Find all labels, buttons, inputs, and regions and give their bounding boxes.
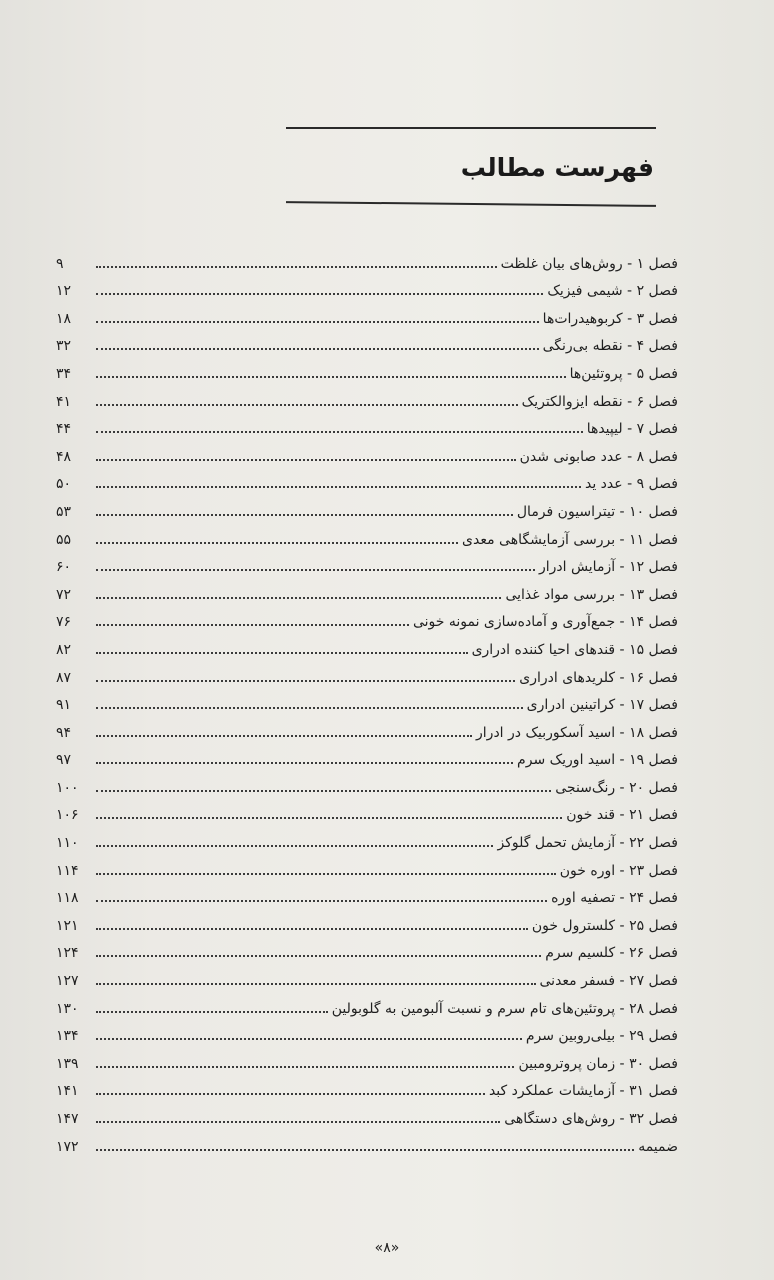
toc-entry — [56, 687, 678, 715]
toc-entry-title: فصل ۱۰ - تیتراسیون فرمال — [516, 503, 678, 520]
toc-entry — [56, 438, 678, 466]
toc-entry-title: فصل ۱ - روش‌های بیان غلظت — [500, 255, 678, 272]
table-of-contents — [56, 245, 678, 1156]
toc-entry-page: ۶۰ — [56, 559, 72, 576]
toc-entry-title: فصل ۲۶ - کلسیم سرم — [545, 945, 678, 962]
toc-entry — [56, 1045, 678, 1073]
toc-entry-title: فصل ۶ - نقطه ایزوالکتریک — [521, 393, 678, 410]
toc-entry-page: ۸۲ — [56, 641, 72, 658]
dot-leader — [96, 293, 543, 295]
dot-leader — [96, 652, 468, 654]
toc-entry — [56, 328, 678, 356]
dot-leader — [96, 459, 516, 461]
title-top-rule — [286, 127, 656, 129]
dot-leader — [96, 1093, 485, 1095]
dot-leader — [96, 624, 409, 626]
toc-entry — [56, 797, 678, 825]
toc-entry-title: فصل ۸ - عدد صابونی شدن — [519, 448, 678, 465]
toc-entry-page: ۵۳ — [56, 503, 72, 520]
dot-leader — [96, 845, 493, 847]
toc-entry-title: فصل ۷ - لیپیدها — [586, 421, 678, 438]
toc-entry — [56, 604, 678, 632]
toc-entry — [56, 907, 678, 935]
toc-entry-page: ۷۶ — [56, 614, 72, 631]
dot-leader — [96, 790, 551, 792]
toc-entry-title: فصل ۲۹ - بیلی‌روبین سرم — [525, 1028, 678, 1045]
dot-leader — [96, 376, 566, 378]
dot-leader — [96, 348, 539, 350]
dot-leader — [96, 266, 497, 268]
toc-entry-page: ۱۱۸ — [56, 890, 79, 907]
toc-entry — [56, 521, 678, 549]
toc-entry-page: ۱۱۰ — [56, 835, 79, 852]
toc-entry — [56, 1100, 678, 1128]
toc-entry — [56, 1018, 678, 1046]
toc-entry-title: فصل ۱۴ - جمع‌آوری و آماده‌سازی نمونه خونی — [412, 614, 678, 631]
dot-leader — [96, 1121, 500, 1123]
toc-entry-page: ۳۴ — [56, 365, 72, 382]
toc-entry — [56, 245, 678, 273]
dot-leader — [96, 431, 583, 433]
toc-entry-page: ۱۳۹ — [56, 1055, 79, 1072]
toc-entry-page: ۴۸ — [56, 448, 72, 465]
toc-entry — [56, 659, 678, 687]
toc-entry-page: ۱۸ — [56, 310, 72, 327]
toc-entry-page: ۷۲ — [56, 586, 72, 603]
toc-entry-page: ۹۷ — [56, 752, 72, 769]
toc-entry — [56, 714, 678, 742]
toc-entry-page: ۱۲۱ — [56, 917, 79, 934]
toc-entry-title: فصل ۳ - کربوهیدرات‌ها — [542, 310, 678, 327]
dot-leader — [96, 983, 536, 985]
toc-entry-title: فصل ۱۹ - اسید اوریک سرم — [517, 752, 678, 769]
toc-entry-title: فصل ۲۳ - اوره خون — [559, 862, 678, 879]
toc-entry — [56, 383, 678, 411]
toc-entry-title: فصل ۲۰ - رنگ‌سنجی — [555, 779, 678, 796]
dot-leader — [96, 569, 535, 571]
toc-entry — [56, 935, 678, 963]
dot-leader — [96, 321, 539, 323]
toc-entry-title: فصل ۱۶ - کلریدهای ادراری — [519, 669, 678, 686]
toc-entry-title: فصل ۵ - پروتئین‌ها — [569, 365, 678, 382]
dot-leader — [96, 762, 513, 764]
toc-entry-page: ۱۱۴ — [56, 862, 79, 879]
toc-entry — [56, 549, 678, 577]
dot-leader — [96, 928, 528, 930]
toc-entry — [56, 493, 678, 521]
toc-entry-page: ۱۲۷ — [56, 973, 79, 990]
toc-entry-title: ضمیمه — [638, 1138, 678, 1155]
dot-leader — [96, 735, 472, 737]
toc-entry-title: فصل ۱۲ - آزمایش ادرار — [538, 559, 678, 576]
toc-entry-page: ۱۴۱ — [56, 1083, 79, 1100]
dot-leader — [96, 514, 513, 516]
dot-leader — [96, 955, 541, 957]
toc-entry — [56, 355, 678, 383]
toc-entry-page: ۱۴۷ — [56, 1111, 79, 1127]
toc-entry-page: ۱۷۲ — [56, 1138, 79, 1155]
toc-entry — [56, 273, 678, 301]
toc-entry-page: ۱۰۶ — [56, 807, 79, 824]
toc-entry — [56, 769, 678, 797]
toc-entry-title: فصل ۱۱ - بررسی آزمایشگاهی معدی — [462, 531, 678, 548]
toc-entry-title: فصل ۲۷ - فسفر معدنی — [539, 973, 678, 990]
toc-entry-title: فصل ۳۲ - روش‌های دستگاهی — [504, 1111, 678, 1127]
title-bottom-rule — [286, 201, 656, 207]
toc-entry-title: فصل ۲۸ - پروتئین‌های تام سرم و نسبت آلبومین به گلوبولین — [331, 1000, 678, 1017]
toc-entry-title: فصل ۱۵ - قندهای احیا کننده ادراری — [471, 641, 678, 658]
toc-entry-title: فصل ۱۳ - بررسی مواد غذایی — [505, 586, 678, 603]
toc-entry-page: ۹ — [56, 255, 64, 272]
toc-entry — [56, 1073, 678, 1101]
toc-entry-page: ۹۱ — [56, 697, 72, 714]
toc-entry-title: فصل ۲۱ - قند خون — [566, 807, 678, 824]
dot-leader — [96, 1066, 514, 1068]
toc-entry-title: فصل ۱۸ - اسید آسکوربیک در ادرار — [476, 724, 678, 741]
dot-leader — [96, 680, 515, 682]
toc-entry-title: فصل ۳۰ - زمان پروترومبین — [518, 1055, 678, 1072]
toc-entry-page: ۳۲ — [56, 338, 72, 355]
dot-leader — [96, 900, 547, 902]
toc-entry — [56, 880, 678, 908]
dot-leader — [96, 873, 556, 875]
dot-leader — [96, 1149, 634, 1151]
dot-leader — [96, 1011, 328, 1013]
dot-leader — [96, 404, 518, 406]
toc-entry-page: ۱۲ — [56, 283, 72, 300]
dot-leader — [96, 597, 501, 599]
toc-entry-title: فصل ۴ - نقطه بی‌رنگی — [542, 338, 678, 355]
toc-entry — [56, 631, 678, 659]
toc-entry-title: فصل ۳۱ - آزمایشات عملکرد کبد — [488, 1083, 678, 1100]
toc-entry-title: فصل ۱۷ - کراتینین ادراری — [526, 697, 678, 714]
toc-entry-page: ۵۵ — [56, 531, 72, 548]
toc-entry — [56, 411, 678, 439]
page-title: فهرست مطالب — [460, 153, 654, 182]
page-number: «۸» — [374, 1240, 400, 1256]
toc-entry — [56, 466, 678, 494]
dot-leader — [96, 817, 562, 819]
toc-entry — [56, 962, 678, 990]
toc-entry-title: فصل ۲۴ - تصفیه اوره — [551, 890, 678, 907]
toc-entry-page: ۱۰۰ — [56, 779, 79, 796]
toc-entry-title: فصل ۲۲ - آزمایش تحمل گلوکز — [497, 835, 678, 852]
toc-entry-page: ۹۴ — [56, 724, 72, 741]
toc-entry-page: ۱۳۰ — [56, 1000, 79, 1017]
toc-entry — [56, 576, 678, 604]
toc-entry-page: ۸۷ — [56, 669, 72, 686]
toc-entry-title: فصل ۹ - عدد ید — [584, 476, 678, 493]
toc-entry — [56, 1128, 678, 1156]
dot-leader — [96, 707, 523, 709]
toc-entry — [56, 824, 678, 852]
toc-entry — [56, 742, 678, 770]
dot-leader — [96, 1038, 522, 1040]
toc-entry-page: ۴۱ — [56, 393, 72, 410]
toc-entry — [56, 300, 678, 328]
dot-leader — [96, 486, 581, 488]
toc-entry — [56, 990, 678, 1018]
toc-entry-page: ۴۴ — [56, 421, 72, 438]
toc-entry-title: فصل ۲ - شیمی فیزیک — [547, 283, 678, 300]
dot-leader — [96, 542, 458, 544]
toc-entry-page: ۱۳۴ — [56, 1028, 79, 1045]
toc-entry-page: ۱۲۴ — [56, 945, 79, 962]
toc-entry-title: فصل ۲۵ - کلسترول خون — [531, 917, 678, 934]
toc-entry — [56, 852, 678, 880]
toc-entry-page: ۵۰ — [56, 476, 72, 493]
